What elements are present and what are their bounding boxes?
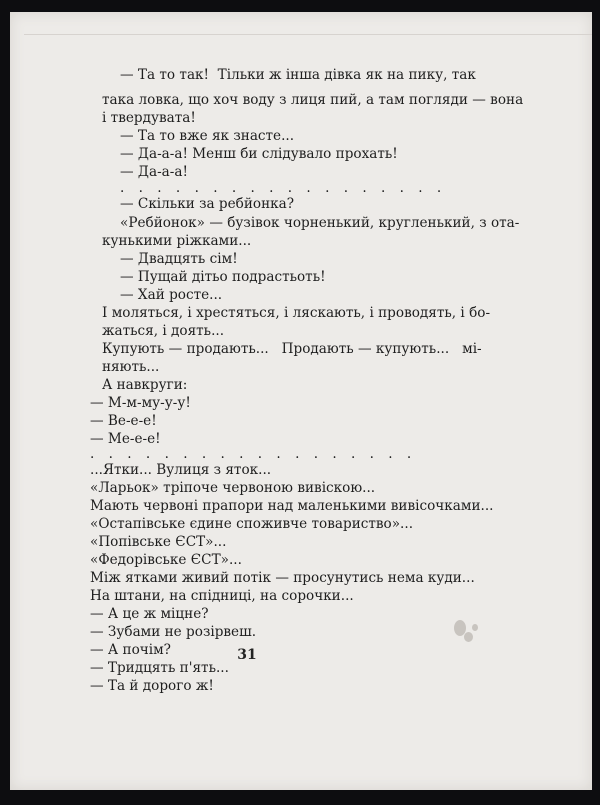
page-number: 31 [237, 647, 257, 663]
text-line: — Тридцять п'ять... [90, 660, 229, 676]
text-line: ...Ятки... Вулиця з яток... [90, 462, 272, 478]
text-line: — Хай росте... [120, 287, 223, 303]
text-line: «Остапівське єдине споживче товариство»... [90, 516, 414, 532]
text-line: — Ме-е-е! [90, 431, 161, 447]
text-line: кунькими ріжками... [102, 233, 252, 249]
text-line: «Ларьок» тріпоче червоною вивіскою... [90, 480, 376, 496]
text-line: — Скільки за ребйонка? [120, 196, 295, 212]
text-line: така ловка, що хоч воду з лиця пий, а там погляди — вона [102, 92, 524, 108]
text-line: жаться, і доять... [102, 323, 225, 339]
text-line: — Двадцять сім! [120, 251, 238, 267]
section-divider: . . . . . . . . . . . . . . . . . . [90, 446, 417, 462]
text-line: — М-м-му-у-у! [90, 395, 191, 411]
text-line: — Та то так! Тільки ж інша дівка як на пику, так [120, 67, 476, 83]
text-line: Мають червоні прапори над маленькими вивісочками... [90, 498, 494, 514]
book-page [10, 12, 592, 790]
text-line: І моляться, і хрестяться, і ляскають, і проводять, і бо- [102, 305, 491, 321]
text-line: — Та й дорого ж! [90, 678, 214, 694]
text-line: Купують — продають... Продають — купують... мі- [102, 341, 482, 357]
text-line: — А почім? [90, 642, 171, 658]
text-line: — А це ж міцне? [90, 606, 209, 622]
text-line: — Ве-е-е! [90, 413, 157, 429]
section-divider: . . . . . . . . . . . . . . . . . . [120, 180, 447, 196]
text-line: — Да-а-а! Менш би слідувало прохать! [120, 146, 398, 162]
text-line: — Да-а-а! [120, 164, 188, 180]
text-line: няють... [102, 359, 160, 375]
text-line: На штани, на спідниці, на сорочки... [90, 588, 354, 604]
text-line: «Попівське ЄСТ»... [90, 534, 227, 550]
text-line: «Федорівське ЄСТ»... [90, 552, 242, 568]
text-line: і твердувата! [102, 110, 196, 126]
page-text [10, 12, 592, 790]
text-line: — Пущай дітьо подрастьоть! [120, 269, 326, 285]
text-line: «Ребйонок» — бузівок чорненький, кругленький, з ота- [120, 215, 520, 231]
text-line: Між ятками живий потік — просунутись нема куди... [90, 570, 475, 586]
text-line: А навкруги: [102, 377, 188, 393]
text-line: — Та то вже як знасте... [120, 128, 295, 144]
text-line: — Зубами не розірвеш. [90, 624, 257, 640]
